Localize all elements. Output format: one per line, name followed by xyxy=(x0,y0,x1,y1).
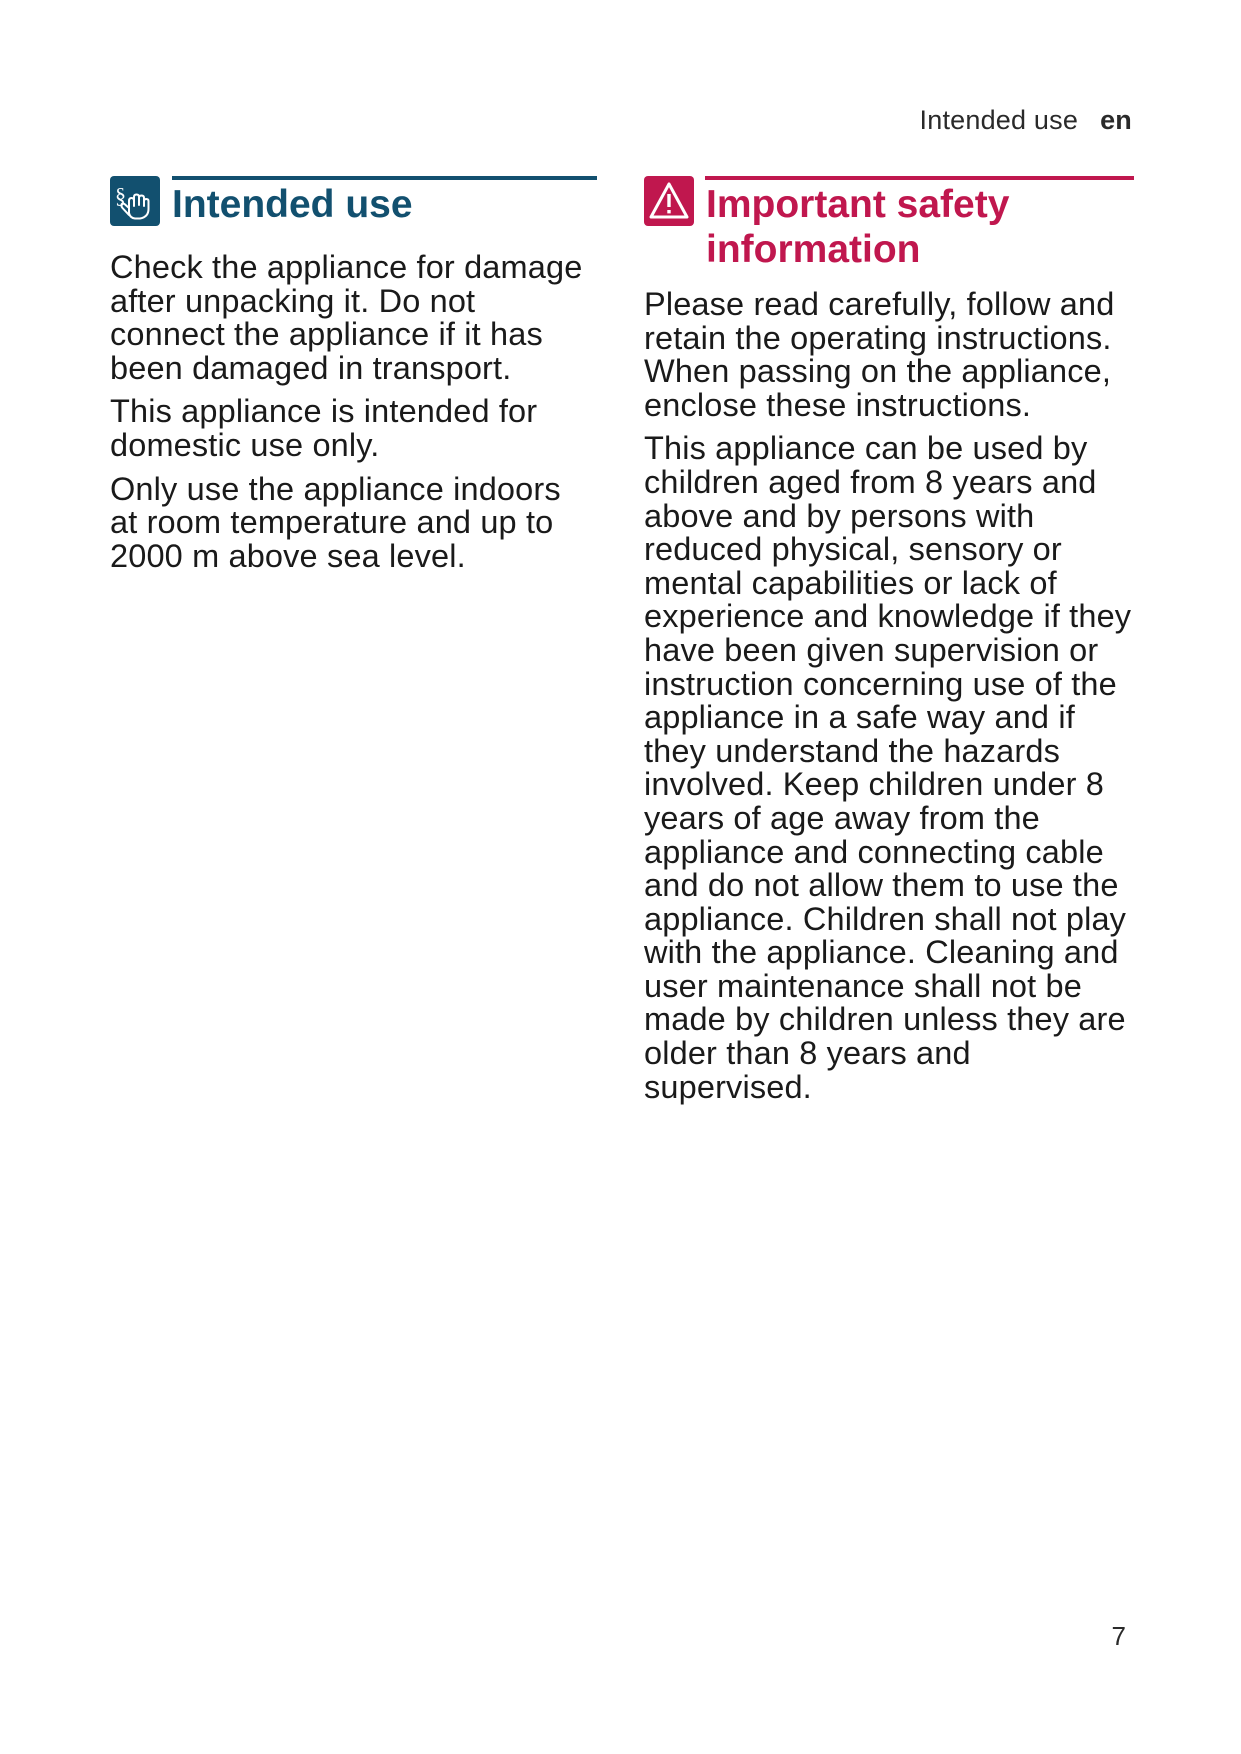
running-header xyxy=(920,105,1132,136)
safety-section xyxy=(644,176,1134,1114)
intended-use-rule xyxy=(172,176,597,180)
svg-text:§: § xyxy=(115,183,126,208)
section-hand-icon xyxy=(110,176,160,226)
running-header-section: Intended use xyxy=(919,105,1079,135)
safety-heading xyxy=(644,176,1134,272)
warning-triangle-icon xyxy=(644,176,694,226)
safety-title xyxy=(706,182,1009,272)
safety-paragraph: This appliance can be used by children aged from 8 years and above and by persons with reduced physical, sensory or mental capabilities or lack of experience and knowledge if they have been given supervision or instruction concerning use of the appliance in a safe way and if they understand the hazards involved. Keep children under 8 years of age away from the appliance and connecting cable and do not allow them to use the appliance. Children shall not play with the appliance. Cleaning and user maintenance shall not be made by children unless they are older than 8 years and supervised. xyxy=(644,430,1132,1105)
safety-body xyxy=(644,288,1134,1104)
safety-paragraph: Please read carefully, follow and retain the operating instructions. When passing on the appliance, enclose these instructions. xyxy=(644,286,1115,423)
safety-title-line-2: information xyxy=(706,228,921,271)
language-code: en xyxy=(1100,105,1132,135)
page-number: 7 xyxy=(1111,1621,1126,1651)
intended-use-section xyxy=(110,176,597,583)
intended-use-title: Intended use xyxy=(172,183,413,226)
intended-use-paragraph: Only use the appliance indoors at room temperature and up to 2000 m above sea level. xyxy=(110,470,561,574)
intended-use-heading xyxy=(110,176,597,227)
intended-use-body xyxy=(110,251,597,573)
safety-title-line-1: Important safety xyxy=(706,183,1010,226)
intended-use-paragraph: This appliance is intended for domestic use only. xyxy=(110,393,538,463)
intended-use-paragraph: Check the appliance for damage after unpacking it. Do not connect the appliance if it has been damaged in transport. xyxy=(110,249,583,386)
safety-rule xyxy=(705,176,1134,180)
